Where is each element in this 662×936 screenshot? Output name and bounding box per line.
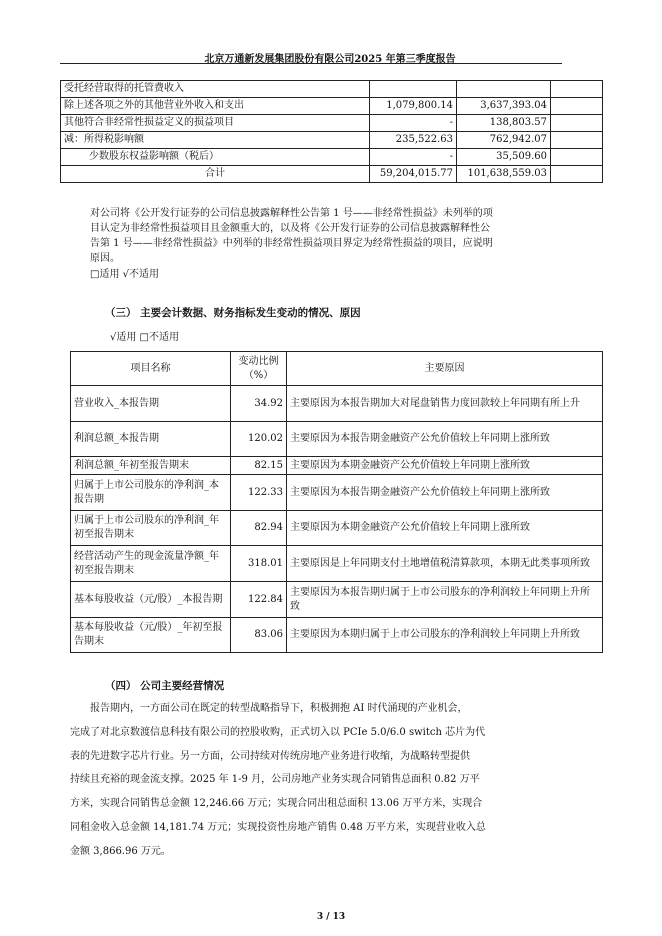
non-recurring-items-table	[60, 80, 603, 183]
header-rule	[60, 63, 562, 64]
non-recurring-explanation	[90, 206, 590, 266]
section-4-title: （四） 公司主要经营情况	[105, 680, 225, 692]
operations-paragraph	[70, 697, 600, 864]
item-cell: 归属于上市公司股东的净利润_本报告期	[71, 475, 231, 511]
ratio-cell: 82.15	[231, 457, 287, 475]
item-cell: 除上述各项之外的其他营业外收入和支出	[61, 98, 370, 115]
note-cell	[551, 149, 603, 166]
paragraph-line: 原因。	[90, 253, 120, 264]
table-row	[61, 132, 603, 149]
table-row	[71, 457, 603, 475]
table-row	[71, 386, 603, 422]
reason-cell: 主要原因为本报告期归属于上市公司股东的净利润较上年同期上升所致	[287, 582, 603, 618]
ratio-cell: 83.06	[231, 618, 287, 653]
total-label-cell: 合计	[61, 166, 370, 183]
item-cell: 受托经营取得的托管费收入	[61, 81, 370, 98]
ytd-value-cell: 101,638,559.03	[457, 166, 551, 183]
page-number: 3 / 13	[316, 912, 346, 922]
ratio-cell: 34.92	[231, 386, 287, 422]
table-row	[61, 149, 603, 166]
section-3-title: （三） 主要会计数据、财务指标发生变动的情况、原因	[105, 307, 361, 319]
paragraph-line: 表的先进数字芯片行业。另一方面，公司持续对传统房地产业务进行收缩，为战略转型提供	[70, 750, 470, 762]
paragraph-line: 目认定为非经常性损益项目且金额重大的，以及将《公开发行证券的公司信息披露解释性公	[90, 223, 490, 234]
q3-value-cell: -	[370, 149, 457, 166]
ytd-value-cell: 3,637,393.04	[457, 98, 551, 115]
table-row	[71, 582, 603, 618]
item-cell: 少数股东权益影响额（税后）	[61, 149, 370, 166]
table-row	[61, 98, 603, 115]
note-cell	[551, 81, 603, 98]
ytd-value-cell	[457, 81, 551, 98]
table-row	[71, 618, 603, 653]
table-row	[71, 511, 603, 546]
page-header-title: 北京万通新发展集团股份有限公司2025 年第三季度报告	[204, 54, 456, 65]
table-row	[61, 115, 603, 132]
header-ratio: 变动比例（%）	[231, 352, 287, 386]
change-reasons-table	[70, 351, 603, 653]
paragraph-line: 完成了对北京数渡信息科技有限公司的控股收购，正式切入以 PCIe 5.0/6.0 switch 芯片为代	[70, 726, 486, 738]
ratio-cell: 318.01	[231, 546, 287, 582]
paragraph-line: 持续且充裕的现金流支撑。2025 年 1-9 月，公司房地产业务实现合同销售总面积 0.82 万平	[70, 774, 480, 786]
table-row	[71, 546, 603, 582]
paragraph-line: 报告期内，一方面公司在既定的转型战略指导下，积极拥抱 AI 时代涌现的产业机会，	[70, 703, 468, 714]
note-cell	[551, 98, 603, 115]
q3-value-cell	[370, 81, 457, 98]
table-row	[61, 166, 603, 183]
applicability-status: □适用 √不适用	[90, 269, 159, 280]
ytd-value-cell: 138,803.57	[457, 115, 551, 132]
item-cell: 利润总额_年初至报告期末	[71, 457, 231, 475]
q3-value-cell: 59,204,015.77	[370, 166, 457, 183]
note-cell	[551, 115, 603, 132]
item-cell: 经营活动产生的现金流量净额_年初至报告期末	[71, 546, 231, 582]
q3-value-cell: 235,522.63	[370, 132, 457, 149]
reason-cell: 主要原因为本期金融资产公允价值较上年同期上涨所致	[287, 511, 603, 546]
q3-value-cell: 1,079,800.14	[370, 98, 457, 115]
header-row	[71, 352, 603, 386]
table-row	[71, 475, 603, 511]
ratio-cell: 120.02	[231, 422, 287, 457]
paragraph-line: 方米，实现合同销售总金额 12,246.66 万元；实现合同出租总面积 13.06 万平方米，实现合	[70, 798, 483, 810]
reason-cell: 主要原因为本报告期金融资产公允价值较上年同期上涨所致	[287, 475, 603, 511]
paragraph-line: 告第 1 号——非经常性损益》中列举的非经常性损益项目界定为经常性损益的项目，应说明	[90, 238, 493, 249]
section-3-applicability: √适用 □不适用	[110, 332, 179, 343]
item-cell: 其他符合非经常性损益定义的损益项目	[61, 115, 370, 132]
reason-cell: 主要原因为本期金融资产公允价值较上年同期上涨所致	[287, 457, 603, 475]
item-cell: 营业收入_本报告期	[71, 386, 231, 422]
ytd-value-cell: 35,509.60	[457, 149, 551, 166]
reason-cell: 主要原因为本报告期金融资产公允价值较上年同期上涨所致	[287, 422, 603, 457]
item-cell: 基本每股收益（元/股）_年初至报告期末	[71, 618, 231, 653]
item-cell: 利润总额_本报告期	[71, 422, 231, 457]
header-item: 项目名称	[71, 352, 231, 386]
ratio-cell: 122.84	[231, 582, 287, 618]
reason-cell: 主要原因是上年同期支付土地增值税清算款项，本期无此类事项所致	[287, 546, 603, 582]
note-cell	[551, 166, 603, 183]
table-row	[71, 422, 603, 457]
reason-cell: 主要原因为本报告期加大对尾盘销售力度回款较上年同期有所上升	[287, 386, 603, 422]
paragraph-line: 对公司将《公开发行证券的公司信息披露解释性公告第 1 号——非经常性损益》未列举的项	[90, 208, 493, 219]
ytd-value-cell: 762,942.07	[457, 132, 551, 149]
table-row	[61, 81, 603, 98]
item-cell: 基本每股收益（元/股）_本报告期	[71, 582, 231, 618]
header-reason: 主要原因	[287, 352, 603, 386]
paragraph-line: 金额 3,866.96 万元。	[70, 845, 171, 857]
ratio-cell: 122.33	[231, 475, 287, 511]
note-cell	[551, 132, 603, 149]
item-cell: 归属于上市公司股东的净利润_年初至报告期末	[71, 511, 231, 546]
reason-cell: 主要原因为本期归属于上市公司股东的净利润较上年同期上升所致	[287, 618, 603, 653]
paragraph-line: 同租金收入总金额 14,181.74 万元；实现投资性房地产销售 0.48 万平方米，实现营业收入总	[70, 821, 486, 833]
q3-value-cell: -	[370, 115, 457, 132]
item-cell: 减：所得税影响额	[61, 132, 370, 149]
ratio-cell: 82.94	[231, 511, 287, 546]
